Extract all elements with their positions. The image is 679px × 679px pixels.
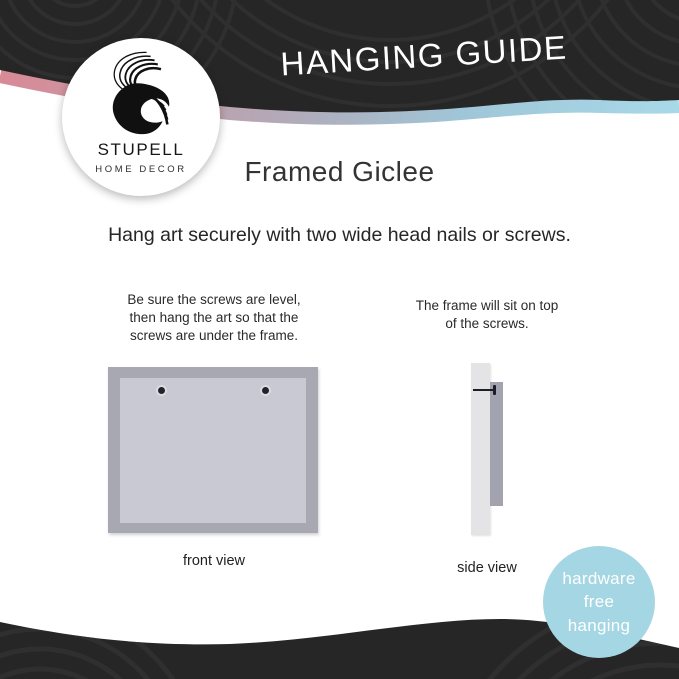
side-view-caption: side view [457,560,517,576]
front-instruction-line: Be sure the screws are level, [127,292,301,307]
front-instruction-line: screws are under the frame. [129,328,299,343]
brand-tagline: HOME DECOR [95,164,187,175]
brand-name: STUPELL [97,140,185,159]
front-view-caption: front view [182,553,246,569]
page-title: HANGING GUIDE [279,28,569,83]
side-instruction-line: of the screws. [445,316,529,331]
front-view-instruction [84,291,344,345]
badge-line: hanging [567,615,631,635]
side-instruction-line: The frame will sit on top [415,298,559,313]
stupell-s-swirl-icon [101,49,181,139]
side-view-instruction [357,297,617,333]
front-view-illustration [108,367,318,533]
screw-right-icon [262,387,269,394]
nail-head-icon [493,385,496,395]
screw-left-icon [158,387,165,394]
side-view-frame-back [490,382,503,506]
brand-logo-badge [62,38,220,196]
product-type-heading: Framed Giclee [244,156,435,187]
frame-inner-panel [120,378,306,523]
front-instruction-line: then hang the art so that the [129,310,299,325]
intro-instruction: Hang art securely with two wide head nails or screws. [108,224,571,246]
badge-line: free [583,592,615,612]
nail-icon [473,389,494,391]
hardware-free-hanging-badge [543,546,655,658]
badge-line: hardware [562,568,636,588]
